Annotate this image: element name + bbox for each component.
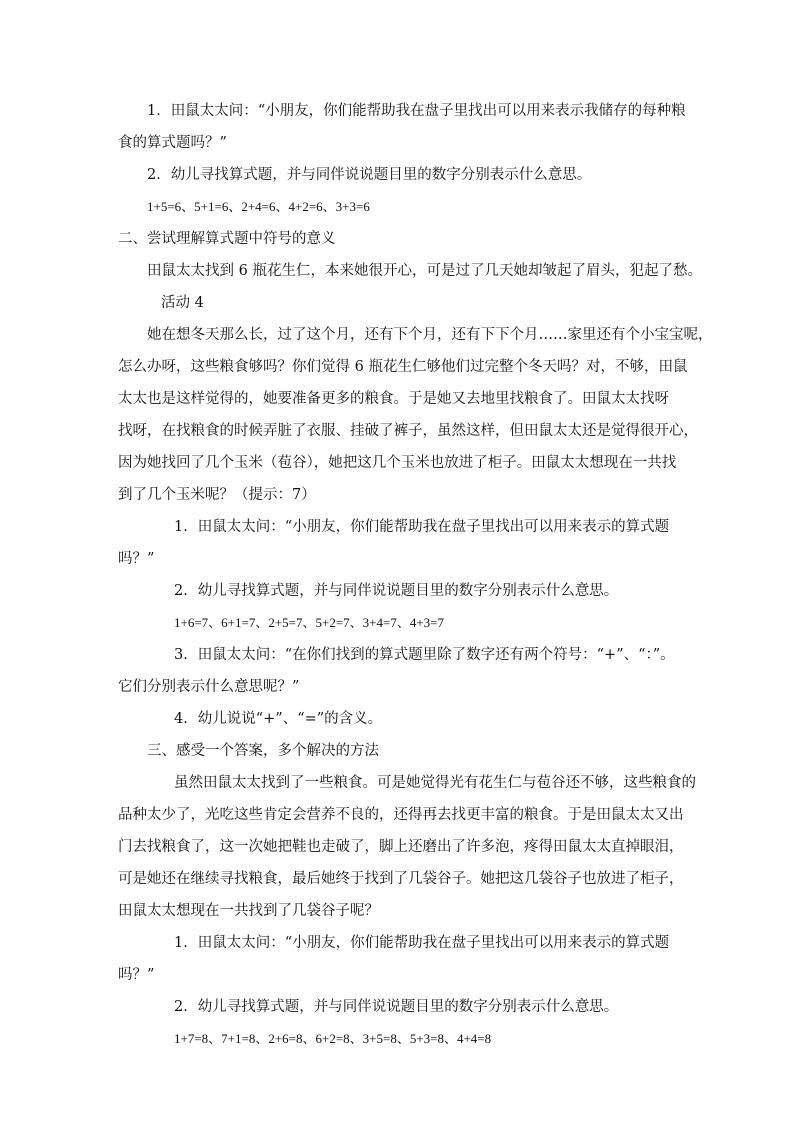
paragraph-line: 食的算式题吗？”	[118, 135, 227, 151]
paragraph-line: 可是她还在继续寻找粮食，最后她终于找到了几袋谷子。她把这几袋谷子也放进了柜子，	[118, 871, 684, 887]
paragraph-line: 吗？”	[118, 967, 155, 983]
paragraph-line: 到了几个玉米呢？（提示：7）	[118, 487, 316, 503]
equation-line: 1+7=8、7+1=8、2+6=8、6+2=8、3+5=8、5+3=8、4+4=8	[174, 1031, 492, 1046]
paragraph-line: 品种太少了，光吃这些肯定会营养不良的，还得再去找更丰富的粮食。于是田鼠太太又出	[118, 807, 684, 823]
paragraph-line: 2．幼儿寻找算式题，并与同伴说说题目里的数字分别表示什么意思。	[174, 583, 619, 599]
paragraph-line: 田鼠太太找到 6 瓶花生仁，本来她很开心，可是过了几天她却皱起了眉头，犯起了愁。	[147, 263, 702, 279]
paragraph-line: 田鼠太太想现在一共找到了几袋谷子呢？	[118, 903, 379, 919]
equation-line: 1+5=6、5+1=6、2+4=6、4+2=6、3+3=6	[147, 199, 370, 214]
section-heading: 二、尝试理解算式题中符号的意义	[118, 231, 336, 247]
paragraph-line: 太太也是这样觉得的，她要准备更多的粮食。于是她又去地里找粮食了。田鼠太太找呀	[118, 391, 669, 407]
paragraph-line: 它们分别表示什么意思呢？”	[118, 679, 300, 695]
paragraph-line: 1．田鼠太太问：“小朋友，你们能帮助我在盘子里找出可以用来表示我储存的每种粮	[147, 103, 686, 119]
equation-line: 1+6=7、6+1=7、2+5=7、5+2=7、3+4=7、4+3=7	[174, 615, 444, 630]
paragraph-line: 2．幼儿寻找算式题，并与同伴说说题目里的数字分别表示什么意思。	[174, 999, 619, 1015]
activity-label: 活动 4	[161, 295, 204, 311]
paragraph-line: 1．田鼠太太问：“小朋友，你们能帮助我在盘子里找出可以用来表示的算式题	[174, 519, 670, 535]
paragraph-line: 怎么办呀，这些粮食够吗？你们觉得 6 瓶花生仁够他们过完整个冬天吗？对，不够，田鼠	[118, 359, 688, 375]
paragraph-line: 虽然田鼠太太找到了一些粮食。可是她觉得光有花生仁与苞谷还不够，这些粮食的	[174, 775, 696, 791]
paragraph-line: 2．幼儿寻找算式题，并与同伴说说题目里的数字分别表示什么意思。	[147, 167, 592, 183]
paragraph-line: 4．幼儿说说“+”、“=”的含义。	[174, 711, 383, 727]
paragraph-line: 门去找粮食了，这一次她把鞋也走破了，脚上还磨出了许多泡，疼得田鼠太太直掉眼泪，	[118, 839, 684, 855]
paragraph-line: 3．田鼠太太问：“在你们找到的算式题里除了数字还有两个符号：“+”、“：”。	[174, 647, 675, 663]
paragraph-line: 吗？”	[118, 551, 155, 567]
paragraph-line: 找呀，在找粮食的时候弄脏了衣服、挂破了裤子，虽然这样，但田鼠太太还是觉得很开心，	[118, 423, 698, 439]
paragraph-line: 1．田鼠太太问：“小朋友，你们能帮助我在盘子里找出可以用来表示的算式题	[174, 935, 670, 951]
section-heading: 三、感受一个答案，多个解决的方法	[147, 743, 379, 759]
paragraph-line: 因为她找回了几个玉米（苞谷），她把这几个玉米也放进了柜子。田鼠太太想现在一共找	[118, 455, 677, 471]
paragraph-line: 她在想冬天那么长，过了这个月，还有下个月，还有下下个月……家里还有个小宝宝呢，	[147, 327, 713, 343]
